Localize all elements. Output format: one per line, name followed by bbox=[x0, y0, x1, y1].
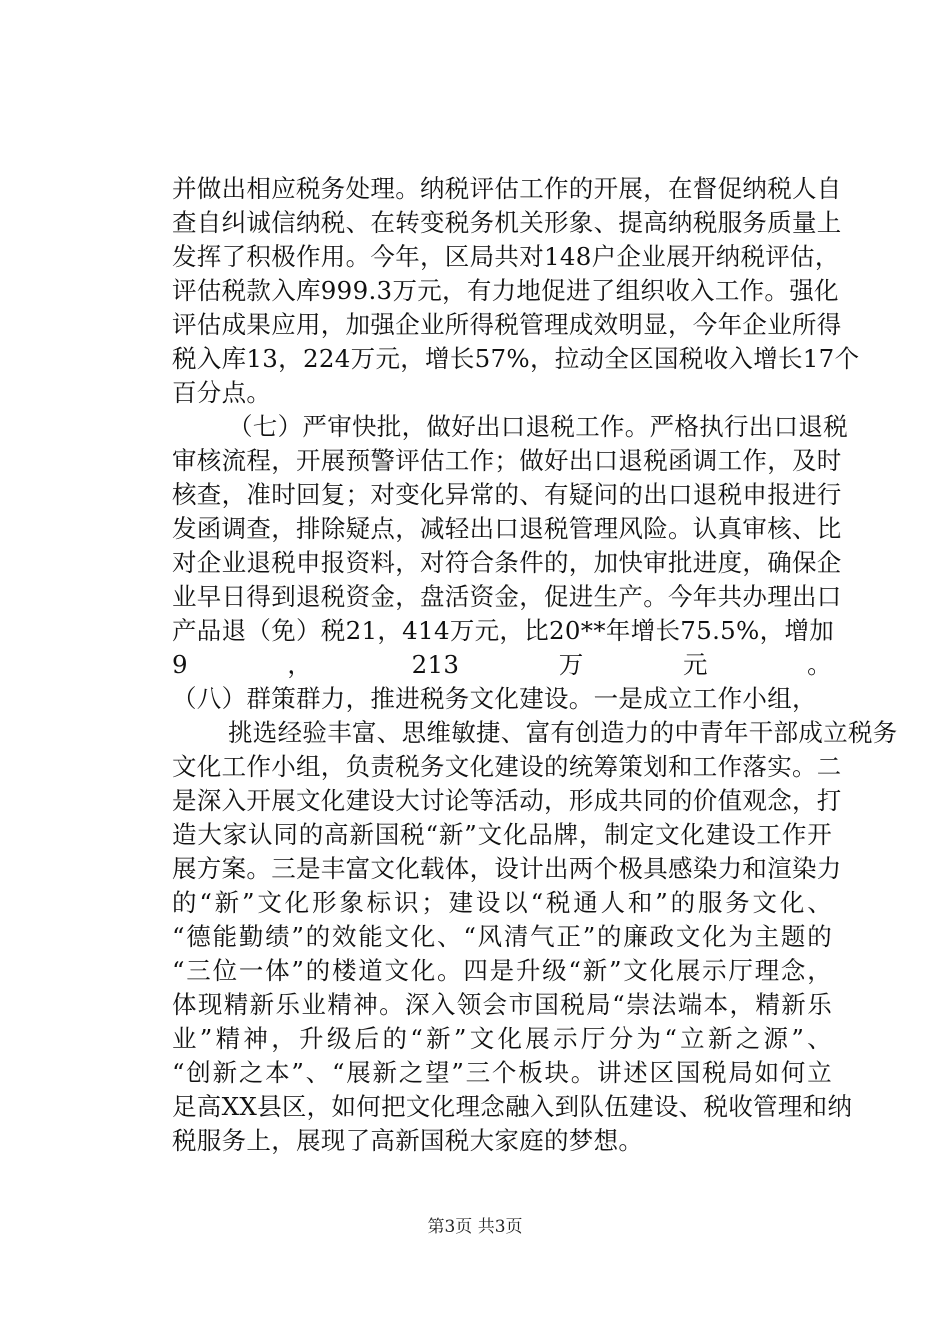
paragraph-eight-heading-line: 挑选经验丰富、思维敏捷、富有创造力的中青年干部成立税务 bbox=[228, 718, 898, 747]
text-line: 查自纠诚信纳税、在转变税务机关形象、提高纳税服务质量上 bbox=[172, 208, 842, 237]
text-line: 并做出相应税务处理。纳税评估工作的开展，在督促纳税人自 bbox=[172, 174, 842, 203]
text-line: 核查，准时回复；对变化异常的、有疑问的出口退税申报进行 bbox=[172, 480, 842, 509]
text-line: （八）群策群力，推进税务文化建设。一是成立工作小组， bbox=[172, 684, 817, 713]
text-line: “创新之本”、“展新之望”三个板块。讲述区国税局如何立 bbox=[172, 1058, 832, 1087]
text-line: 发挥了积极作用。今年，区局共对148户企业展开纳税评估， bbox=[172, 242, 840, 271]
text-line: 9，213万元。 bbox=[172, 650, 832, 679]
text-line: 发函调查，排除疑点，减轻出口退税管理风险。认真审核、比 bbox=[172, 514, 842, 543]
body-text bbox=[172, 172, 898, 1158]
text-line: 业”精神，升级后的“新”文化展示厅分为“立新之源”、 bbox=[172, 1024, 832, 1053]
text-line: 文化工作小组，负责税务文化建设的统筹策划和工作落实。二 bbox=[172, 752, 842, 781]
text-line: 造大家认同的高新国税“新”文化品牌，制定文化建设工作开 bbox=[172, 820, 832, 849]
paragraph-seven-heading-line: （七）严审快批，做好出口退税工作。严格执行出口退税 bbox=[228, 412, 848, 441]
text-line: 对企业退税申报资料，对符合条件的，加快审批进度，确保企 bbox=[172, 548, 842, 577]
text-line: 展方案。三是丰富文化载体，设计出两个极具感染力和渲染力 bbox=[172, 854, 842, 883]
page-footer bbox=[0, 1216, 950, 1238]
text-line: 的“新”文化形象标识；建设以“税通人和”的服务文化、 bbox=[172, 888, 832, 917]
text-line: 评估成果应用，加强企业所得税管理成效明显，今年企业所得 bbox=[172, 310, 842, 339]
text-line: 是深入开展文化建设大讨论等活动，形成共同的价值观念，打 bbox=[172, 786, 842, 815]
text-line: 足高XX县区，如何把文化理念融入到队伍建设、税收管理和纳 bbox=[172, 1092, 853, 1121]
text-line: 业早日得到退税资金，盘活资金，促进生产。今年共办理出口 bbox=[172, 582, 842, 611]
text-line: 体现精新乐业精神。深入领会市国税局“崇法端本，精新乐 bbox=[172, 990, 832, 1019]
page-number-label: 第3页 共3页 bbox=[427, 1217, 523, 1237]
text-line: 百分点。 bbox=[172, 378, 272, 407]
text-line: 产品退（免）税21，414万元，比20**年增长75.5%，增加 bbox=[172, 616, 835, 645]
text-line: 评估税款入库999.3万元，有力地促进了组织收入工作。强化 bbox=[172, 276, 839, 305]
text-line: 税服务上，展现了高新国税大家庭的梦想。 bbox=[172, 1126, 644, 1155]
text-line: 税入库13，224万元，增长57%，拉动全区国税收入增长17个 bbox=[172, 344, 860, 373]
text-line: “德能勤绩”的效能文化、“风清气正”的廉政文化为主题的 bbox=[172, 922, 832, 951]
text-line: “三位一体”的楼道文化。四是升级“新”文化展示厅理念， bbox=[172, 956, 832, 985]
text-line: 审核流程，开展预警评估工作；做好出口退税函调工作，及时 bbox=[172, 446, 842, 475]
